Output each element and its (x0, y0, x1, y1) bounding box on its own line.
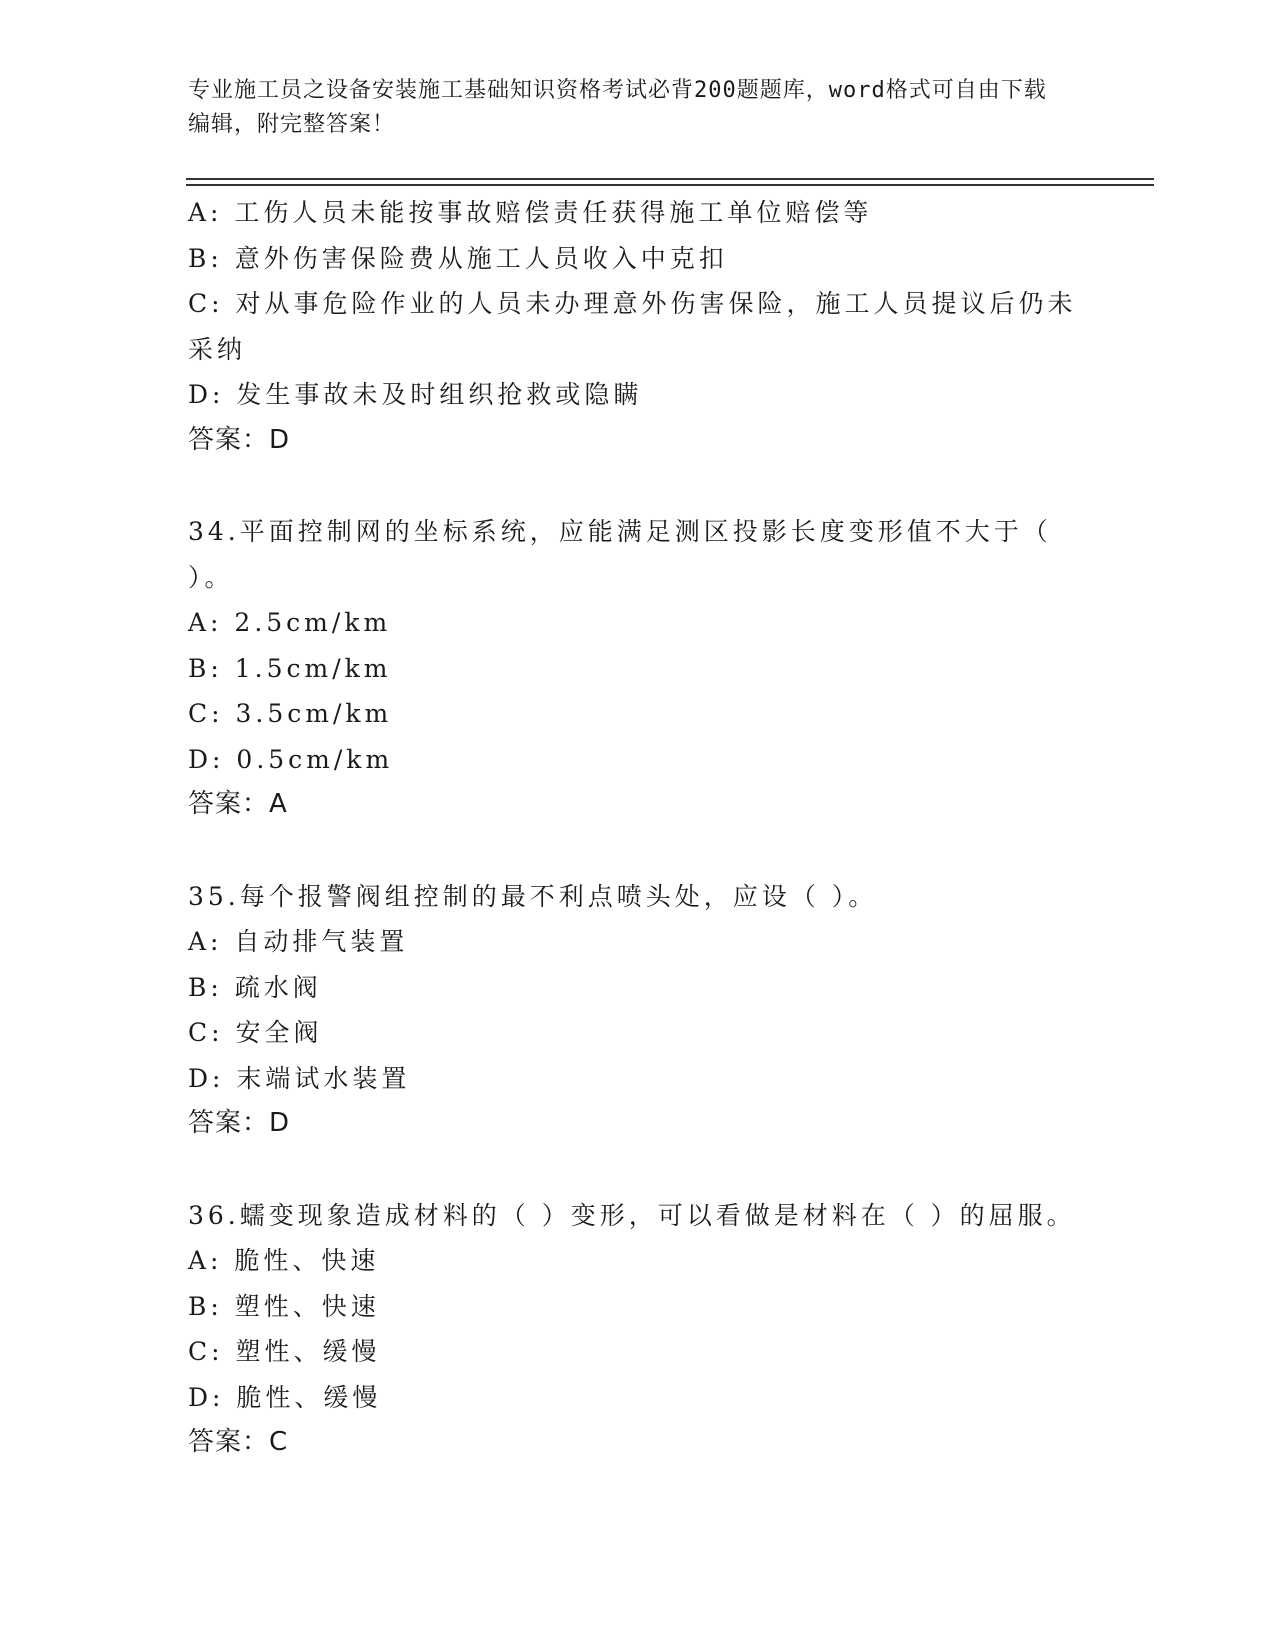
option-a: A: 2.5cm/km (188, 608, 392, 637)
option-a: A: 自动排气装置 (188, 927, 409, 956)
question-stem: 36.蠕变现象造成材料的（ ）变形，可以看做是材料在（ ）的屈服。 (188, 1200, 1076, 1230)
option-d: D: 脆性、缓慢 (188, 1382, 382, 1412)
option-d: D: 末端试水装置 (188, 1063, 411, 1093)
header-divider-bottom (186, 184, 1154, 186)
spacer (188, 828, 1088, 874)
option-c: C: 对从事危险作业的人员未办理意外伤害保险，施工人员提议后仍未采纳 (188, 289, 1077, 364)
question-list (188, 190, 1088, 1466)
option-c: C: 安全阀 (188, 1018, 323, 1047)
option-c: C: 塑性、缓慢 (188, 1337, 381, 1366)
question-block-36 (188, 1193, 1088, 1466)
spacer (188, 1147, 1088, 1193)
answer-line: 答案：D (188, 424, 291, 455)
option-c: C: 3.5cm/km (188, 699, 393, 728)
option-d: D: 发生事故未及时组织抢救或隐瞒 (188, 380, 643, 409)
answer-line: 答案：A (188, 789, 288, 819)
option-b: B: 意外伤害保险费从施工人员收入中克扣 (188, 243, 728, 273)
spacer (188, 463, 1088, 509)
question-stem: 35.每个报警阀组控制的最不利点喷头处，应设（ ）。 (188, 881, 878, 911)
option-d: D: 0.5cm/km (188, 744, 394, 774)
question-block-34 (188, 509, 1088, 828)
option-b: B: 塑性、快速 (188, 1291, 380, 1321)
answer-line: 答案：D (188, 1108, 291, 1138)
option-a: A: 脆性、快速 (188, 1246, 380, 1275)
answer-line: 答案：C (188, 1427, 289, 1457)
option-a: A: 工伤人员未能按事故赔偿责任获得施工单位赔偿等 (188, 198, 873, 227)
question-stem: 34.平面控制网的坐标系统，应能满足测区投影长度变形值不大于（ ）。 (188, 517, 1064, 592)
header-title: 专业施工员之设备安装施工基础知识资格考试必背200题题库，word格式可自由下载编辑，附完整答案！ (188, 78, 1047, 137)
header-divider-top (186, 178, 1154, 180)
document-header (188, 74, 1068, 142)
option-b: B: 1.5cm/km (188, 653, 392, 683)
question-block-35 (188, 874, 1088, 1147)
option-b: B: 疏水阀 (188, 972, 322, 1002)
question-block-33 (188, 190, 1088, 463)
